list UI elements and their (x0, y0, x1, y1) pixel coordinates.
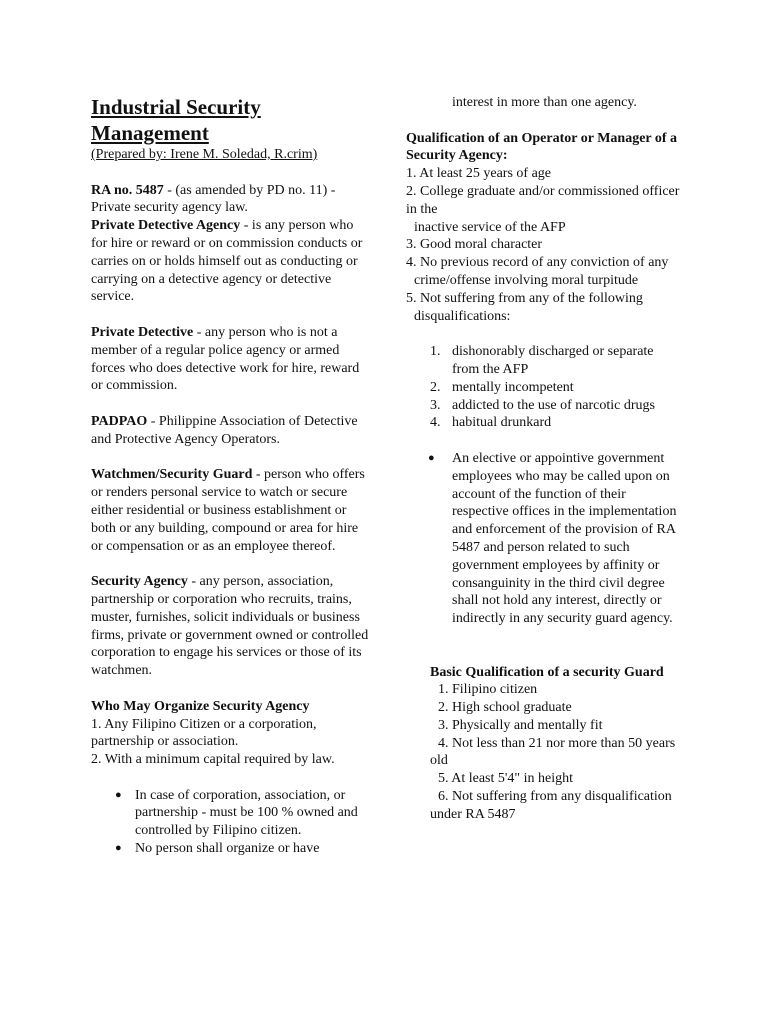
qual-item-2-cont: inactive service of the AFP (414, 219, 566, 235)
basic-item-5: 5. At least 5'4" in height (438, 771, 574, 787)
qual-item-2: 2. College graduate and/or commissioned officer in the (406, 183, 680, 217)
list-item: 1. dishonorably discharged or separate from the AFP (430, 344, 654, 377)
left-column (91, 94, 371, 858)
who-bullet-list (91, 787, 371, 858)
qual-item-4: 4. No previous record of any conviction of any (406, 255, 669, 271)
qual-item-1: 1. At least 25 years of age (406, 166, 552, 182)
government-bullet-list (406, 450, 682, 628)
disqualification-list (406, 343, 682, 432)
bullet-icon: ● (115, 842, 122, 855)
basic-item-4: 4. Not less than 21 nor more than 50 years old (430, 735, 676, 769)
sa-term: Security Agency (91, 574, 188, 590)
padpao-term: PADPAO (91, 413, 148, 429)
who-heading: Who May Organize Security Agency (91, 698, 310, 714)
ra-term: RA no. 5487 (91, 182, 164, 198)
qual-item-5-cont: disqualifications: (414, 308, 511, 324)
list-item: 3. addicted to the use of narcotic drugs (430, 397, 655, 413)
basic-item-6: 6. Not suffering from any disqualification under RA 5487 (430, 789, 672, 822)
prepared-by: (Prepared by: Irene M. Soledad, R.crim) (91, 147, 318, 162)
basic-item-2: 2. High school graduate (438, 700, 572, 716)
bullet-icon: ● (115, 788, 122, 801)
continued-text: interest in more than one agency. (452, 95, 637, 110)
basic-heading: Basic Qualification of a security Guard (430, 664, 664, 680)
qual-item-4-cont: crime/offense involving moral turpitude (414, 272, 639, 288)
right-column (406, 94, 682, 824)
pda-definition: Private Detective Agency - is any person who for hire or reward or on commission conducts or carries on or holds himself out as conducting or carrying on a detective agency or detective service. (91, 218, 363, 305)
qual-item-3: 3. Good moral character (406, 237, 543, 253)
document-title: Industrial Security Management (91, 95, 261, 145)
list-item: ● No person shall organize or have (115, 841, 320, 857)
list-item: ● An elective or appointive government employees who may be called upon on account of the function of their respective offices in the implementation and enforcement of the provision of RA 5487 and person related to such government employees by affinity or consanguinity in the third civil degree shall not hold any interest, directly or indirectly in any security guard agency. (428, 450, 677, 627)
pd-definition: Private Detective - any person who is not a member of a regular police agency or armed forces who does detective work for hire, reward or commission. (91, 324, 360, 394)
wsg-term: Watchmen/Security Guard (91, 467, 253, 483)
who-item-2: 2. With a minimum capital required by law. (91, 752, 335, 768)
list-item: ● In case of corporation, association, or partnership - must be 100 % owned and controlled by Filipino citizen. (115, 787, 358, 839)
ra-definition: RA no. 5487 - (as amended by PD no. 11) - Private security agency law. (91, 182, 336, 216)
list-item: 2. mentally incompetent (430, 379, 574, 395)
sa-definition: Security Agency - any person, association, partnership or corporation who recruits, trains, muster, furnishes, solicit individuals or business firms, private or government owned or controlled corporation to engage his services or those of its watchmen. (91, 574, 369, 679)
qual-item-5: 5. Not suffering from any of the following (406, 290, 643, 306)
wsg-definition: Watchmen/Security Guard - person who offers or renders personal service to watch or secure either residential or business establishment or both or any building, compound or area for hire or compensation or as an employee thereof. (91, 467, 365, 554)
qualification-heading: Qualification of an Operator or Manager of a Security Agency: (406, 130, 678, 164)
pd-term: Private Detective (91, 324, 194, 340)
padpao-definition: PADPAO - Philippine Association of Detective and Protective Agency Operators. (91, 413, 358, 447)
pda-term: Private Detective Agency (91, 218, 241, 234)
list-item: 4. habitual drunkard (430, 415, 552, 431)
basic-qualification-section (406, 664, 682, 824)
who-item-1: 1. Any Filipino Citizen or a corporation, partnership or association. (91, 716, 317, 750)
bullet-icon: ● (428, 451, 435, 464)
basic-item-1: 1. Filipino citizen (438, 682, 538, 698)
basic-item-3: 3. Physically and mentally fit (438, 717, 603, 733)
